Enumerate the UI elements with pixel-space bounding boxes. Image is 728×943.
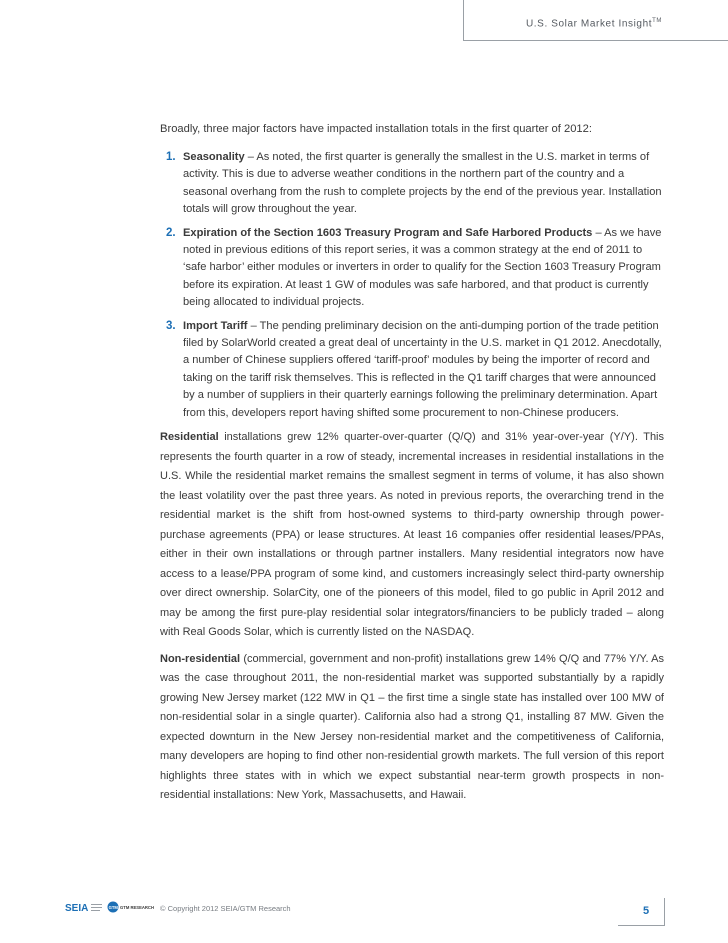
gtm-research-logo [107, 900, 154, 914]
page-number-divider-horizontal [618, 925, 665, 926]
residential-paragraph [160, 428, 664, 643]
page-number-divider-vertical [664, 898, 665, 925]
residential-text: installations grew 12% quarter-over-quarter (Q/Q) and 31% year-over-year (Y/Y). This represents the fourth quarter in a row of steady, incremental increases in residential installations in the U.S. While the residential market remains the smallest segment in terms of volume, it has also shown the least volatility over the past three years. As noted in previous reports, the overarching trend in the residential market is the shift from host-owned systems to third-party ownership through power-purchase agreements (PPA) or lease structures. At least 16 companies offer residential leases/PPAs, either in their own installations or through partner installers. Many residential integrators now have access to a lease/PPA program of some kind, and customers increasingly select third-party ownership over direct ownership. SolarCity, one of the pioneers of this model, filed to go public in April 2012 and may be among the first pure-play residential solar integrators/financiers to be publicly traded – along with Real Goods Solar, which is currently listed on the NASDAQ. [160, 431, 664, 639]
header-divider-vertical [463, 0, 464, 40]
page-number: 5 [643, 905, 650, 917]
seia-logo-text: SEIA [65, 903, 89, 914]
svg-text:GTM: GTM [108, 904, 118, 910]
list-item [160, 149, 664, 219]
factor-term: Seasonality [183, 151, 245, 163]
factor-term: Import Tariff [183, 319, 248, 332]
trademark: TM [652, 18, 662, 24]
factor-text: – As we have noted in previous editions of this report series, it was a common strategy at the end of 2011 to ‘safe harbor’ either modules or inverters in order to qualify for the Section 1603 Treasury Program before its expiration. At least 1 GW of modules was safe harbored, and that product is currently being allocated to individual projects. [183, 226, 662, 309]
report-title: U.S. Solar Market Insight™ [525, 18, 662, 30]
list-item [160, 225, 664, 312]
intro-paragraph: Broadly, three major factors have impacted installation totals in the first quarter of 2012: [160, 123, 592, 135]
factor-text: – As noted, the first quarter is generally the smallest in the U.S. market in terms of activity. This is due to adverse weather conditions in the northern part of the country and a seasonal overhang from the rush to complete projects by the end of the previous year. Installation totals will grow throughout the year. [183, 151, 662, 216]
factor-term: Expiration of the Section 1603 Treasury Program and Safe Harbored Products [183, 226, 593, 239]
copyright-notice: © Copyright 2012 SEIA/GTM Research [160, 904, 291, 913]
factors-list [160, 149, 664, 422]
nonresidential-paragraph [160, 650, 664, 806]
nonresidential-lead: Non-residential [160, 652, 241, 665]
list-number: 1. [166, 151, 176, 163]
residential-lead: Residential [160, 431, 219, 444]
list-item [160, 318, 664, 422]
seia-logo [64, 900, 104, 914]
list-number: 3. [166, 319, 176, 332]
gtm-logo-text: GTM RESEARCH [120, 904, 154, 910]
header-divider-horizontal [463, 40, 728, 41]
factor-text: – The pending preliminary decision on the anti-dumping portion of the trade petition filed by SolarWorld created a great deal of uncertainty in the U.S. market in Q1 2012. Anecdotally, a number of Chinese suppliers offered ‘tariff-proof’ modules by being the importer of record and taking on the tariff risk themselves. This is reflected in the Q1 tariff charges that were announced by a number of suppliers in their quarterly earnings following the preliminary determination. Apart from this, developers report having shifted some procurement to non-Chinese producers. [183, 319, 662, 419]
list-number: 2. [166, 226, 176, 239]
nonresidential-text: (commercial, government and non-profit) installations grew 14% Q/Q and 77% Y/Y. As was the case throughout 2011, the non-residential market was supported substantially by a rapidly growing New Jersey market (122 MW in Q1 – the first time a single state has installed over 100 MW of non-residential solar in a single quarter). California also had a strong Q1, installing 87 MW. Given the expected downturn in the New Jersey non-residential market and the competitiveness of California, many developers are hoping to find other non-residential growth markets. The full version of this report highlights three states with in which we expect substantial near-term growth prospects in non-residential installations: New York, Massachusetts, and Hawaii. [160, 652, 664, 802]
page-body [160, 121, 664, 806]
